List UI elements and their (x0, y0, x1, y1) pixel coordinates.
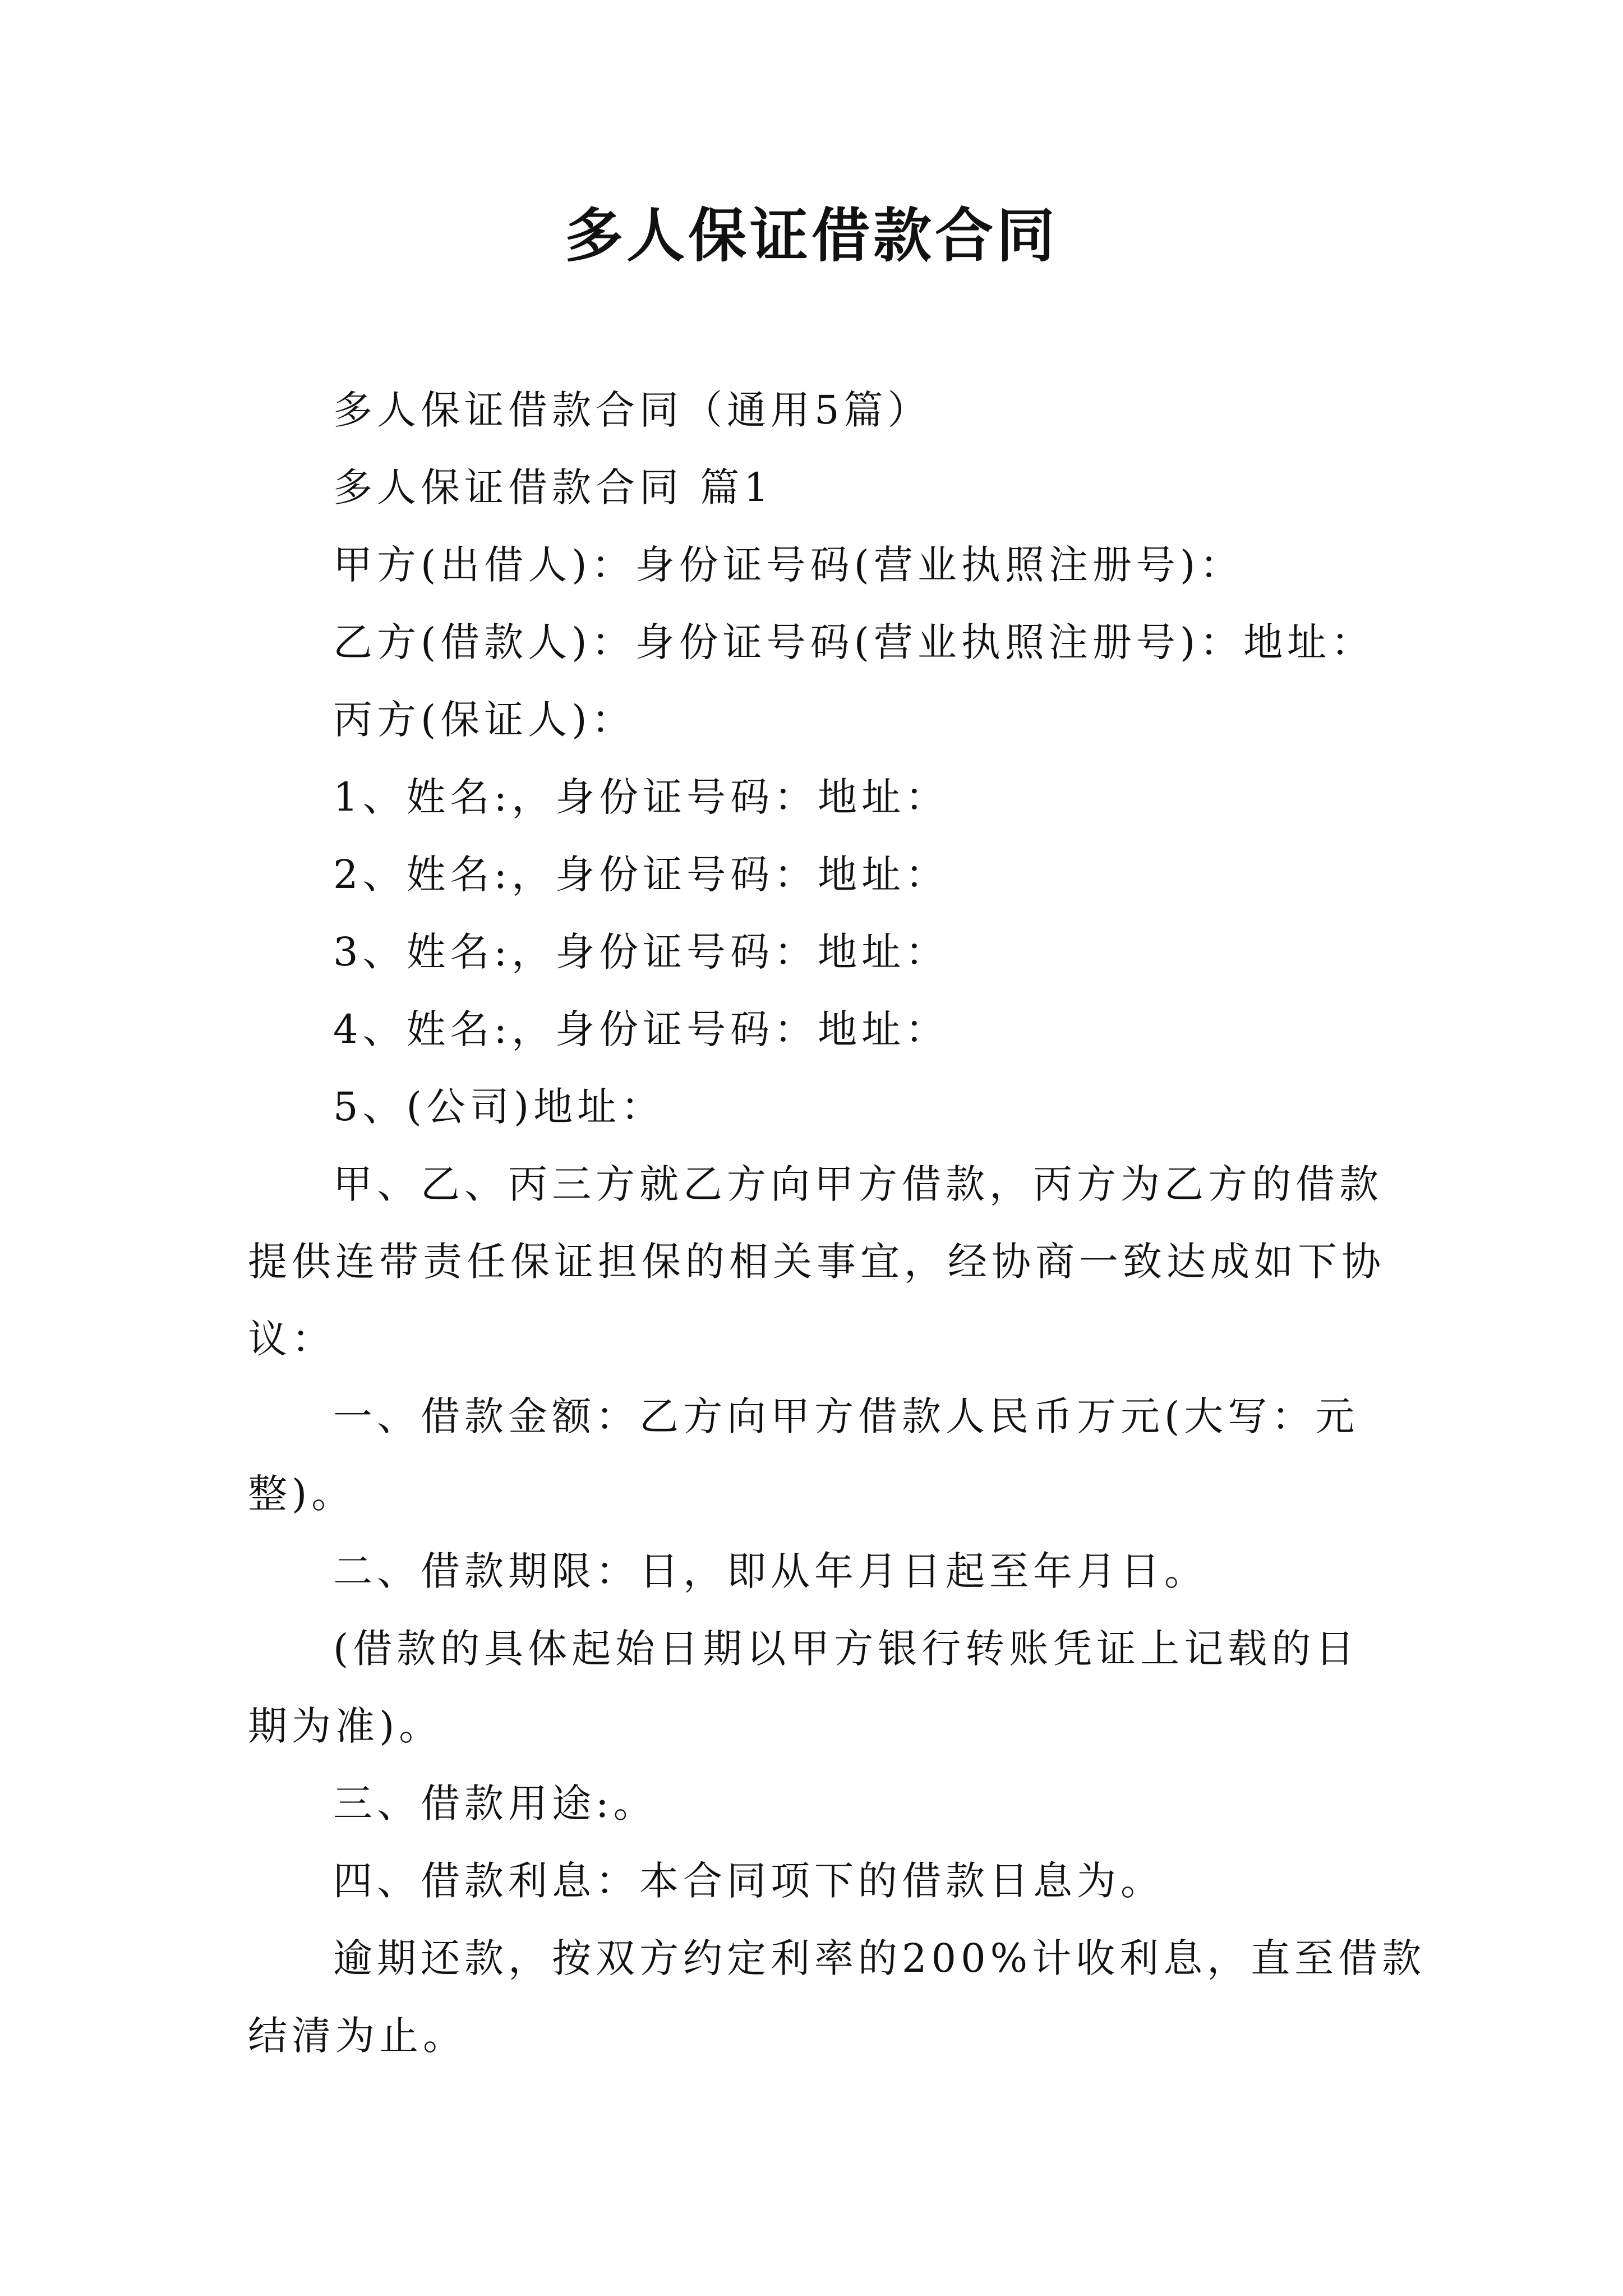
document-title: 多人保证借款合同 (564, 201, 1058, 270)
document-body (248, 371, 1426, 2074)
text-line: 丙方(保证人)： (333, 697, 635, 743)
text-line: 期为准)。 (248, 1703, 443, 1749)
text-line: 结清为止。 (248, 2013, 467, 2059)
text-line: 提供连带责任保证担保的相关事宜，经协商一致达成如下协 (248, 1239, 1385, 1285)
text-line: 四、借款利息：本合同项下的借款日息为。 (333, 1858, 1164, 1904)
text-line: 1、姓名:，身份证号码：地址： (333, 774, 949, 820)
text-line: 甲、乙、丙三方就乙方向甲方借款，丙方为乙方的借款 (333, 1161, 1383, 1207)
text-line: 多人保证借款合同（通用5篇） (333, 387, 932, 433)
text-line: 2、姓名:，身份证号码：地址： (333, 852, 949, 898)
text-line: 甲方(出借人)：身份证号码(营业执照注册号)： (333, 542, 1244, 588)
text-line: 3、姓名:，身份证号码：地址： (333, 929, 949, 975)
text-line: 三、借款用途:。 (333, 1780, 657, 1826)
text-line: 二、借款期限：日，即从年月日起至年月日。 (333, 1548, 1208, 1594)
text-line: 4、姓名:，身份证号码：地址： (333, 1006, 949, 1052)
text-line: 整)。 (248, 1471, 356, 1517)
text-line: 议： (248, 1316, 335, 1362)
text-line: 多人保证借款合同 篇1 (333, 464, 773, 510)
text-line: (借款的具体起始日期以甲方银行转账凭证上记载的日 (333, 1626, 1359, 1672)
text-line: 乙方(借款人)：身份证号码(营业执照注册号)：地址： (333, 619, 1375, 665)
text-line: 逾期还款，按双方约定利率的200%计收利息，直至借款 (333, 1935, 1426, 1981)
text-line: 一、借款金额：乙方向甲方借款人民币万元(大写：元 (333, 1393, 1359, 1439)
text-line: 5、(公司)地址： (333, 1084, 665, 1130)
